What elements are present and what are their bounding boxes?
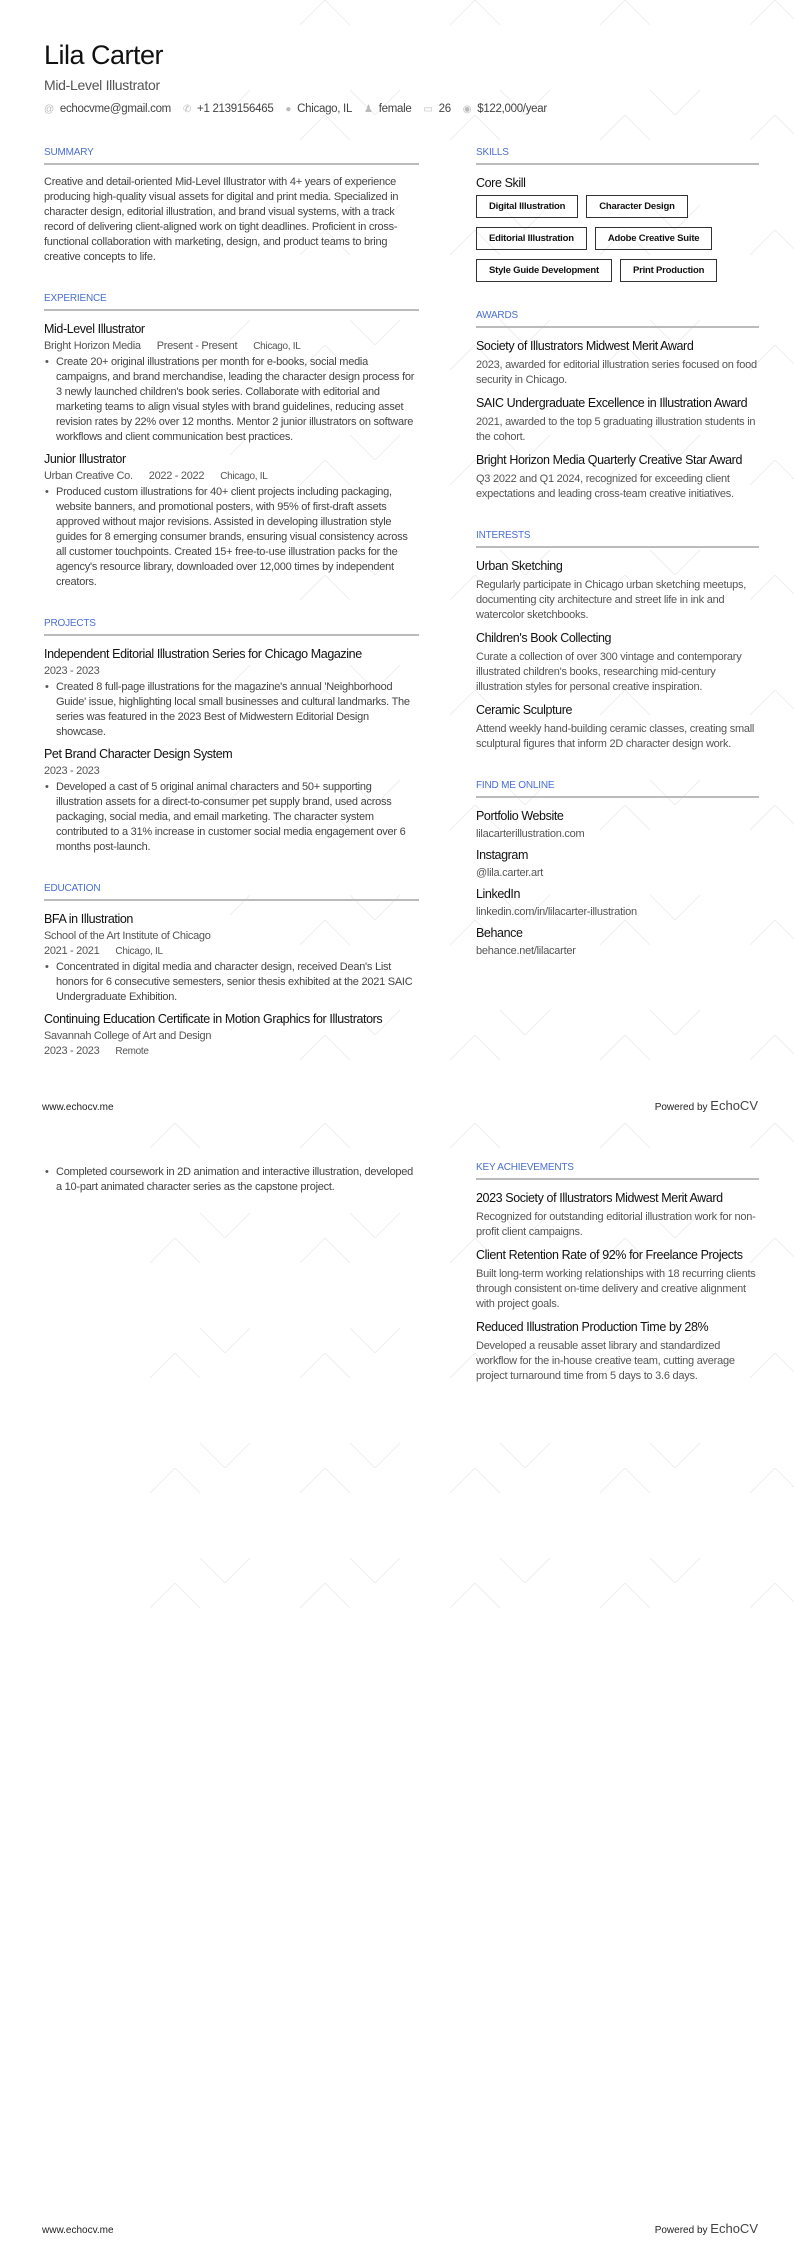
linkedin-link[interactable]: linkedin.com/in/lilacarter-illustration [476,906,637,918]
at-icon: @ [44,103,54,115]
award-desc: 2023, awarded for editorial illustration series focused on food security in Chicago. [476,359,757,386]
achievement-desc: Recognized for outstanding editorial illustration work for non-profit client campaigns. [476,1211,756,1238]
online-label: Instagram [476,848,528,862]
project-bullet: • Developed a cast of 5 original animal characters and 50+ supporting illustration assets for a direct-to-consumer pet supply brand, used across packaging, social media, and email marketing. The character system contributed to a 31% increase in customer social media engagement over 6 months post-launch. [44,780,419,855]
project-entry [44,646,419,740]
dates: 2023 - 2023 [44,765,100,777]
skills-section [476,147,759,282]
section-heading: SUMMARY [44,147,419,165]
experience-section [44,293,419,590]
summary-text: Creative and detail-oriented Mid-Level Illustrator with 4+ years of experience producing high-quality visual assets for digital and print media. Specialized in character design, editorial illustration, and brand visual systems, with a track record of delivering client-aligned work on tight deadlines. Proficient in cross-functional collaboration with marketing, design, and product teams to bring creative concepts to life. [44,176,399,263]
summary-section [44,147,419,265]
achievement-title: Reduced Illustration Production Time by 28% [476,1320,709,1334]
dates: 2023 - 2023 [44,1045,100,1057]
company: Bright Horizon Media [44,340,141,352]
contact-salary [463,103,547,115]
powered-by [655,2221,758,2236]
gender-text: female [378,103,412,115]
instagram-link[interactable]: @lila.carter.art [476,867,544,879]
project-meta [44,665,419,677]
section-heading: PROJECTS [44,618,419,636]
degree: Continuing Education Certificate in Motion Graphics for Illustrators [44,1012,383,1026]
location: Chicago, IL [220,471,268,482]
skill-chip: Character Design [586,195,687,218]
phone-icon: ✆ [182,103,192,115]
skill-chip: Print Production [620,259,717,282]
contact-phone [183,103,273,115]
salary-text: $122,000/year [477,103,547,115]
section-heading: INTERESTS [476,530,759,548]
job-bullet: • Produced custom illustrations for 40+ client projects including packaging, website banners, and promotional posters, with 95% of first-draft assets approved without major revisions. Assisted in developing illustration style guides for 8 emerging consumer brands, ensuring visual consistency across all customer touchpoints. Created 15+ free-to-use illustration packs for the agency's resource library, downloaded over 12,000 times by independent creators. [44,485,419,590]
site-link[interactable]: www.echocv.me [42,1102,114,1113]
powered-text: Powered by [654,2225,708,2236]
interests-section [476,530,759,752]
online-label: LinkedIn [476,887,521,901]
project-bullet: • Created 8 full-page illustrations for the magazine's annual 'Neighborhood Guide' issue, highlighting local small businesses and cultural landmarks. The series was featured in the 2023 Best of Midwestern Editorial Design showcase. [44,680,419,740]
skill-chips [476,195,759,282]
dates: 2022 - 2022 [148,470,205,482]
education-meta [44,945,419,957]
project-title: Independent Editorial Illustration Series for Chicago Magazine [44,647,362,661]
location-text: Chicago, IL [297,103,353,115]
person-icon: ♟ [364,103,373,115]
phone-text: +1 2139156465 [197,103,274,115]
interest-title: Urban Sketching [476,559,563,573]
education-entry [44,911,419,1005]
job-role: Junior Illustrator [44,452,126,466]
project-meta [44,765,419,777]
powered-by [655,1098,758,1113]
experience-entry [44,321,419,445]
brand-logo: EchoCV [710,1098,758,1113]
behance-link[interactable]: behance.net/lilacarter [476,945,576,957]
achievements-section [476,1162,759,1384]
achievement-desc: Built long-term working relationships with 18 recurring clients through consistent on-time delivery and creative alignment with project goals. [476,1268,756,1310]
candidate-name: Lila Carter [44,40,164,70]
dates: Present - Present [156,340,238,352]
experience-entry [44,451,419,590]
achievement-title: 2023 Society of Illustrators Midwest Merit Award [476,1191,723,1205]
education-bullet: • Completed coursework in 2D animation and interactive illustration, developed a 10-part animated character series as the capstone project. [44,1165,419,1195]
money-icon: ◉ [462,103,472,115]
online-section [476,780,759,957]
online-label: Behance [476,926,523,940]
resume-header [44,40,559,115]
skill-chip: Editorial Illustration [476,227,587,250]
award-desc: 2021, awarded to the top 5 graduating illustration students in the cohort. [476,416,756,443]
achievement-title: Client Retention Rate of 92% for Freelance Projects [476,1248,743,1262]
skill-chip: Digital Illustration [476,195,578,218]
job-bullet: • Create 20+ original illustrations per month for e-books, social media campaigns, and brand merchandise, leading the character design process for 3 newly launched children's book series. Collaborate with editorial and marketing teams to align visual styles with brand guidelines, reducing asset revision rates by 22% over 12 months. Mentor 2 junior illustrators on software workflows and client communication best practices. [44,355,419,445]
education-section [44,883,419,1057]
job-meta [44,340,419,352]
education-entry [44,1011,419,1057]
skill-chip: Style Guide Development [476,259,612,282]
section-heading: SKILLS [476,147,759,165]
location: Remote [115,1046,149,1057]
skill-group-title: Core Skill [476,176,526,190]
job-meta [44,470,419,482]
award-title: Society of Illustrators Midwest Merit Award [476,339,694,353]
interest-desc: Curate a collection of over 300 vintage and contemporary illustrated children's books, researching mid-century illustration styles for personal creative inspiration. [476,651,742,693]
contact-gender [364,103,411,115]
project-entry [44,746,419,855]
degree: BFA in Illustration [44,912,133,926]
dates: 2021 - 2021 [44,945,100,957]
section-heading: FIND ME ONLINE [476,780,759,798]
award-desc: Q3 2022 and Q1 2024, recognized for exceeding client expectations and leading cross-team creative initiatives. [476,473,734,500]
resume-page-2 [0,1123,794,2246]
company: Urban Creative Co. [44,470,133,482]
brand-logo: EchoCV [710,2221,758,2236]
online-label: Portfolio Website [476,809,564,823]
location: Chicago, IL [253,341,301,352]
page-footer [42,2221,758,2236]
section-heading: KEY ACHIEVEMENTS [476,1162,759,1180]
awards-section [476,310,759,502]
left-column [44,147,419,1085]
contact-location [285,103,352,115]
project-title: Pet Brand Character Design System [44,747,233,761]
interest-desc: Attend weekly hand-building ceramic classes, creating small sculptural figures that inform 2D character design work. [476,723,755,750]
award-title: Bright Horizon Media Quarterly Creative Star Award [476,453,742,467]
location-icon: ● [285,103,292,115]
interest-title: Ceramic Sculpture [476,703,573,717]
right-column-continued [476,1162,759,1412]
calendar-icon: ▭ [423,103,433,115]
school [44,1030,419,1042]
email-text: echocvme@gmail.com [59,103,171,115]
job-role: Mid-Level Illustrator [44,322,145,336]
age-text: 26 [438,103,451,115]
location: Chicago, IL [115,946,163,957]
school [44,930,419,942]
contact-bar [44,103,559,115]
portfolio-link[interactable]: lilacarterillustration.com [476,828,585,840]
contact-email [44,103,171,115]
interest-desc: Regularly participate in Chicago urban sketching meetups, documenting city architecture and street life in ink and watercolor sketchbooks. [476,579,747,621]
school-name: School of the Art Institute of Chicago [44,930,211,942]
award-title: SAIC Undergraduate Excellence in Illustration Award [476,396,748,410]
section-heading: EDUCATION [44,883,419,901]
section-heading: AWARDS [476,310,759,328]
left-column-continued [44,1165,419,1195]
dates: 2023 - 2023 [44,665,100,677]
section-heading: EXPERIENCE [44,293,419,311]
school-name: Savannah College of Art and Design [44,1030,212,1042]
skill-chip: Adobe Creative Suite [595,227,713,250]
right-column [476,147,759,985]
education-bullet: • Concentrated in digital media and character design, received Dean's List honors for 6 consecutive semesters, senior thesis exhibited at the 2021 SAIC Undergraduate Exhibition. [44,960,419,1005]
projects-section [44,618,419,855]
powered-text: Powered by [654,1102,708,1113]
contact-age [423,103,450,115]
site-link[interactable]: www.echocv.me [42,2225,114,2236]
candidate-title: Mid-Level Illustrator [44,77,160,93]
interest-title: Children's Book Collecting [476,631,612,645]
education-meta [44,1045,419,1057]
page-footer [42,1098,758,1113]
achievement-desc: Developed a reusable asset library and standardized workflow for the in-house creative team, cutting average project turnaround time from 5 days to 3.6 days. [476,1340,735,1382]
